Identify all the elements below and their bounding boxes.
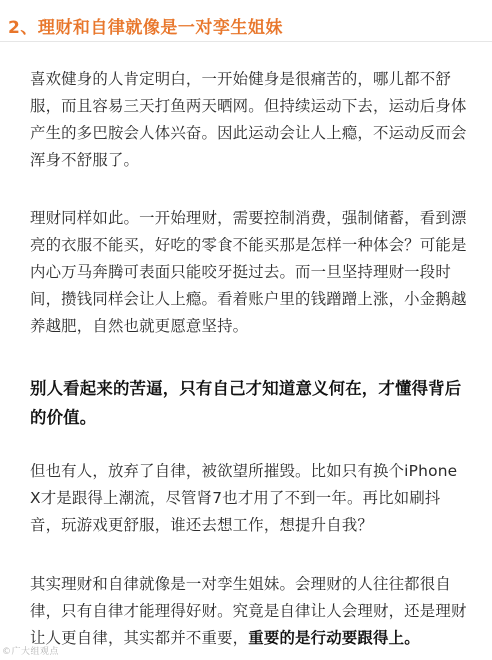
watermark: ©广大组观点 — [2, 647, 60, 657]
section-heading-text: 2、理财和自律就像是一对孪生姐妹 — [8, 18, 283, 38]
paragraph-conclusion — [30, 571, 470, 652]
paragraph-emphasis: 别人看起来的苦逼，只有自己才知道意义何在，才懂得背后的价值。 — [30, 379, 462, 427]
conclusion-text: 其实理财和自律就像是一对孪生姐妹。会理财的人往往都很自律，只有自律才能理得好财。究竟是自律让人会理财，还是理财让人更自律，其实都并不重要， — [30, 575, 467, 647]
paragraph-fitness: 喜欢健身的人肯定明白，一开始健身是很痛苦的，哪儿都不舒服，而且容易三天打鱼两天晒网。但持续运动下去，运动后身体产生的多巴胺会人体兴奋。因此运动会让人上瘾，不运动反而会浑身不舒服了。 — [30, 70, 467, 169]
paragraph-finance: 理财同样如此。一开始理财，需要控制消费，强制储蓄，看到漂亮的衣服不能买，好吃的零食不能买那是怎样一种体会？可能是内心万马奔腾可表面只能咬牙挺过去。而一旦坚持理财一段时间，攒钱同样会让人上瘾。看着账户里的钱蹭蹭上涨，小金鹅越养越肥，自然也就更愿意坚持。 — [30, 209, 467, 335]
section-heading — [0, 8, 492, 42]
conclusion-bold-text: 重要的是行动要跟得上。 — [248, 629, 420, 647]
paragraph-desire: 但也有人，放弃了自律，被欲望所摧毁。比如只有换个iPhone X才是跟得上潮流，尽管肾7也才用了不到一年。再比如刷抖音，玩游戏更舒服，谁还去想工作，想提升自我？ — [30, 462, 458, 534]
